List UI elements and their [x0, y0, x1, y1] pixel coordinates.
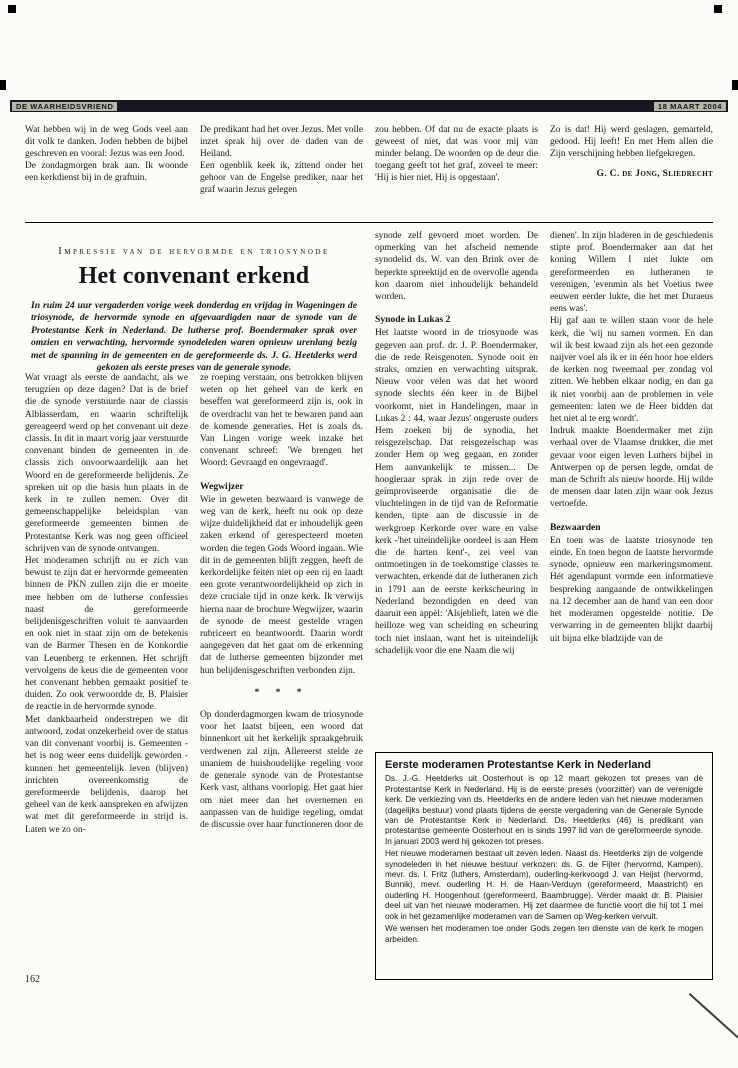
paragraph: Op donderdagmorgen kwam de triosynode voor het laatst bijeen, een woord dat binnenkort uit het kerkelijk spraakgebruik verdwenen zal zijn. Allereerst stelde ze unaniem de huishoudelijke regeling voor de generale synode van de Protestantse Kerk vast, althans voorlopig. Het gaat hier om niet meer dan het overnemen en aanpassen van de huidige regeling, omdat de discussie over haar functioneren door de: [200, 710, 363, 830]
lead-column-4: [550, 124, 713, 220]
paragraph: Een ogenblik keek ik, zittend onder het gehoor van de Engelse prediker, naar het graf waarin Jezus gelegen: [200, 161, 363, 195]
paragraph: Het laatste woord in de triosynode was gegeven aan prof. dr. J. P. Boendermaker, die de rede Reisgenoten. Synode ooit en straks, omzien en verwachting uitsprak. Nieuw voor velen was dat het woord synode slechts één keer in de Bijbel voorkomt, niet in Handelingen, maar in Lukas 2 : 44, waar Jezus' ongeruste ouders Hem zoeken bij de synodia, het reisgezelschap. Dat reisgezelschap was zonder Hem op weg gegaan, en zonder Hem aanvankelijk te missen... De hoogleraar sprak in zijn rede over de geïmproviseerde organisatie die de vluchtelingen in de tijd van de Reformatie kenden, tipte aan de discussie in de werkgroep Kerkorde over ware en valse kerk -'het uiteindelijke oordeel is aan Hem die de harten kent'-, zei veel van ontmoetingen in de toekomstige classes te verwachten, erkende dat de lutheranen zich in 1791 aan de eerste kerkscheuring in Nederland bezondigden en deed van daaruit een appèl: 'Alsjeblieft, laten we die heilloze weg van scheiding en scheuring toch niet inslaan, want het is uiteindelijk schadelijk voor die ene Naam die wij: [375, 328, 538, 656]
subheading: Wegwijzer: [200, 480, 244, 492]
paragraph: Ds. J.-G. Heetderks uit Oosterhout is op 12 maart gekozen tot preses van de Protestantse Kerk in Nederland. Hij is de eerste preses (voorzitter) van de verenigde kerk. De verkiezing van ds. Heetderks en de andere leden van het nieuwe moderamen (dagelijks bestuur) vond plaats tijdens de eerste vergadering van de Generale Synode van de Protestantse Kerk in Nederland. Ds. Heetderks (46) is predikant van protestantse gemeente Oosterhout en is sinds 1997 lid van de gereformeerde synode. In januari 2003 werd hij gekozen tot preses.: [385, 774, 703, 846]
subheading: Synode in Lukas 2: [375, 314, 451, 326]
registration-mark-left-edge: [0, 80, 6, 90]
article-body-left-columns: [25, 372, 363, 984]
lead-section: [25, 124, 713, 220]
paragraph: Met dankbaarheid onderstrepen we dit antwoord, zodat onzekerheid over de status van dit convenant voorbij is. Gemeenten - het is nog weer eens duidelijk geworden - kunnen het gemeentelijk leven (blijven) inrichten overeenkomstig de gereformeerde belijdenis, daarop het geheel van de kerk aanspreken en afwijzen wat met dit gereformeerde in strijd is. Laten we zo on-: [25, 714, 188, 835]
article-kicker: Impressie van de hervormde en triosynode: [58, 246, 330, 257]
article-title: Het convenant erkend: [78, 263, 310, 289]
page-number: 162: [25, 974, 40, 985]
body-column-2: [200, 372, 363, 984]
paragraph: Wat hebben wij in de weg Gods veel aan dit volk te danken. Joden hebben de bijbel geschreven en vooral: Jezus was een Jood.: [25, 125, 188, 159]
infobox-body: [385, 774, 703, 945]
registration-mark-right-edge: [732, 80, 738, 90]
paragraph: Zo is dat! Hij werd geslagen, gemarteld, gedood. Hij leeft! En met Hem allen die Zijn verschijning hebben liefgekregen.: [550, 125, 713, 159]
paragraph: De predikant had het over Jezus. Met volle inzet sprak hij over de daden van de Heiland.: [200, 125, 363, 159]
article-header: [25, 230, 363, 372]
masthead-bar: [10, 100, 728, 112]
paragraph: We wensen het moderamen toe onder Gods zegen ten dienste van de kerk te mogen arbeiden.: [385, 924, 703, 944]
paragraph: Wie in geweten bezwaard is vanwege de weg van de kerk, heeft nu ook op deze wijze duidelijkheid dat er inhoudelijk geen zaken erkend of gerespecteerd moeten worden die tegen Gods Woord ingaan. Wie dit in de gemeenten blijft zeggen, heeft de kerkordelijke feiten niet op een rij en laadt een grote verantwoordelijkheid op zich in deze cruciale tijd in onze kerk. Ik verwijs hierna naar de brochure Wegwijzer, waarin de synode de meest gestelde vragen rubriceert en beantwoordt. Daarin wordt aangegeven dat het gaat om de erkenning dat de lutherse gemeenten bijzonder met hun belijdenisgeschriften verbonden zijn.: [200, 494, 363, 676]
registration-mark-top-left: [8, 5, 16, 13]
lead-column-3: [375, 124, 538, 220]
paragraph: Indruk maakte Boendermaker met zijn verhaal over de Vlaamse drukker, die met gevaar voor eigen leven Luthers bijbel in Antwerpen op de persen legde, omdat de man de Schrift als nieuw hoorde. Hij wilde de mensen daar laten zijn waar ook Jezus vertoefde.: [550, 426, 713, 510]
paragraph: zou hebben. Of dat nu de exacte plaats is geweest of niet, dat was voor mij van minder belang. De woorden op de deur die toegang geeft tot het graf, zoveel te meer: 'Hij is hier niet, Hij is opgestaan'.: [375, 125, 538, 183]
main-article: [25, 230, 713, 984]
section-divider-rule: [25, 222, 713, 223]
article-right-half: [375, 230, 713, 984]
paragraph: En toen was de laatste triosynode ten einde. En toen begon de laatste hervormde synode, opnieuw een markeringsmoment. Hét agendapunt vormde een informatieve bespreking aangaande de ontwikkelingen na 12 december aan de hand van een door het moderamen opgestelde notitie. De verwarring in de gemeenten blijkt daarbij uit bijna elke bladzijde van de: [550, 535, 713, 644]
paragraph: synode zelf gevoerd moet worden. De opmerking van het afscheid nemende synodelid ds. W. van den Brink over de beperkte spreektijd en de overvolle agenda kon daarom niet inhoudelijk behandeld worden.: [375, 231, 538, 303]
infobox-title: Eerste moderamen Protestantse Kerk in Nederland: [385, 759, 651, 771]
article-left-half: [25, 230, 363, 984]
issue-date: 18 MAART 2004: [654, 102, 726, 111]
lead-column-2: [200, 124, 363, 220]
subheading: Bezwaarden: [550, 521, 601, 533]
body-column-4: [550, 230, 713, 747]
paragraph: Wat vraagt als eerste de aandacht, als we terugzien op deze dagen? Dat is de brief die de synode verstuurde naar de classis Alblasserdam, en waarin schriftelijk gereageerd werd op het convenant uit deze classis. In dit in maart vorig jaar verstuurde convenant binden de gemeenten in de classis zich onvoorwaardelijk aan het Woord en de gereformeerde belijdenis. Ze spreken uit op die basis hun plaats in de kerk in te zullen nemen. Over dit gemeenschappelijke beleidsplan van gereformeerde gemeenten binnen de Protestantse Kerk was nog geen officieel schrijven van de synode ontvangen.: [25, 373, 188, 554]
lead-column-1: [25, 124, 188, 220]
paragraph: ze roeping verstaan, ons betrokken blijven weten op het geheel van de kerk en beseffen wat gereformeerd zijn is, ook in de overdracht van het te bewaren pand aan de komende generaties. Het is zoals ds. Van Lingen vorige week inzake het convenant schreef: 'We brengen het Woord: Gevraagd en ongevraagd'.: [200, 373, 363, 469]
body-column-1: [25, 372, 188, 984]
publication-title: DE WAARHEIDSVRIEND: [12, 102, 117, 111]
body-column-3: [375, 230, 538, 747]
registration-mark-top-right: [714, 5, 722, 13]
sidebar-infobox: [375, 752, 713, 980]
paragraph: dienen'. In zijn bladeren in de geschiedenis stipte prof. Boendermaker aan dat het koning Willem I niet lukte om gereformeerden en lutheranen te verenigen, 'evenmin als het Voetius twee eeuwen eerder lukte, die het met Duraeus eens was'.: [550, 231, 713, 315]
scan-artifact-line: [689, 993, 738, 1051]
paragraph: Het nieuwe moderamen bestaat uit zeven leden. Naast ds. Heetderks zijn de volgende synodeleden in het nieuwe bestuur verkozen: ds. G. de Fijter (hervormd, Kampen), mevr. ds. I. Fritz (luthers, Amsterdam), ouderling-kerkvoogd J. van Heijst (hervormd, Bunnik), mevr. ouderling H. H. de Haan-Verduyn (gereformeerd, Maastricht) en ouderling H. Hoogenhout (gereformeerd, Baambrugge). Verder maakt dr. B. Plaisier deel uit van het nieuwe moderamen. Hij zet daarmee de functie voort die hij tot 1 mei ook in het gezamenlijke moderamen van de Samen op Weg-kerken vervult.: [385, 849, 703, 921]
section-separator: * * *: [254, 687, 309, 698]
article-intro: In ruim 24 uur vergaderden vorige week donderdag en vrijdag in Wageningen de triosynode, de hervormde synode en afgevaardigden naar de synode van de Protestantse Kerk in Nederland. De lutherse prof. Boendermaker sprak over omzien en verwachting, hervormde synodeleden waren opnieuw urenlang bezig met de spanning in de gemeenten en de gereformeerde ds. J. G. Heetderks werd gekozen als eerste preses van de generale synode.: [31, 300, 357, 372]
lead-column-4-text: [550, 124, 713, 160]
paragraph: De zondagmorgen brak aan. Ik woonde een kerkdienst bij in de graftuin.: [25, 161, 188, 183]
paragraph: Het moderamen schrijft nu er zich van bewust te zijn dat er hervormde gemeenten binnen de PKN zullen zijn die er moeite mee hebben om de lutherse confessies naast de gereformeerde belijdenisgeschriften voluit te aanvaarden en ook niet in staat zijn om de betekenis van de Barmer Thesen en de Konkordie van Leuenberg te erkennen. Het schrijft vervolgens de keus die de gemeenten voor het convenant hebben gemaakt positief te duiden. Zo ook verwoordde dr. B. Plaisier de reactie in de hervormde synode.: [25, 556, 188, 713]
article-body-right-columns: [375, 230, 713, 747]
author-signature: G. C. de Jong, Sliedrecht: [596, 168, 713, 179]
paragraph: Hij gaf aan te willen staan voor de hele kerk, die 'wij nu samen vormen. En dan wil ik best kwaad zijn als het een gezonde naijver voel als ik er in één hoor hoe elders de kerken nog tweemaal per zondag vol zitten. We hebben elkaar nodig, en dan ga ik niet voorbij aan de problemen in vele gemeenten: laten we de Heer bidden dat het niet al te erg wordt'.: [550, 316, 713, 425]
